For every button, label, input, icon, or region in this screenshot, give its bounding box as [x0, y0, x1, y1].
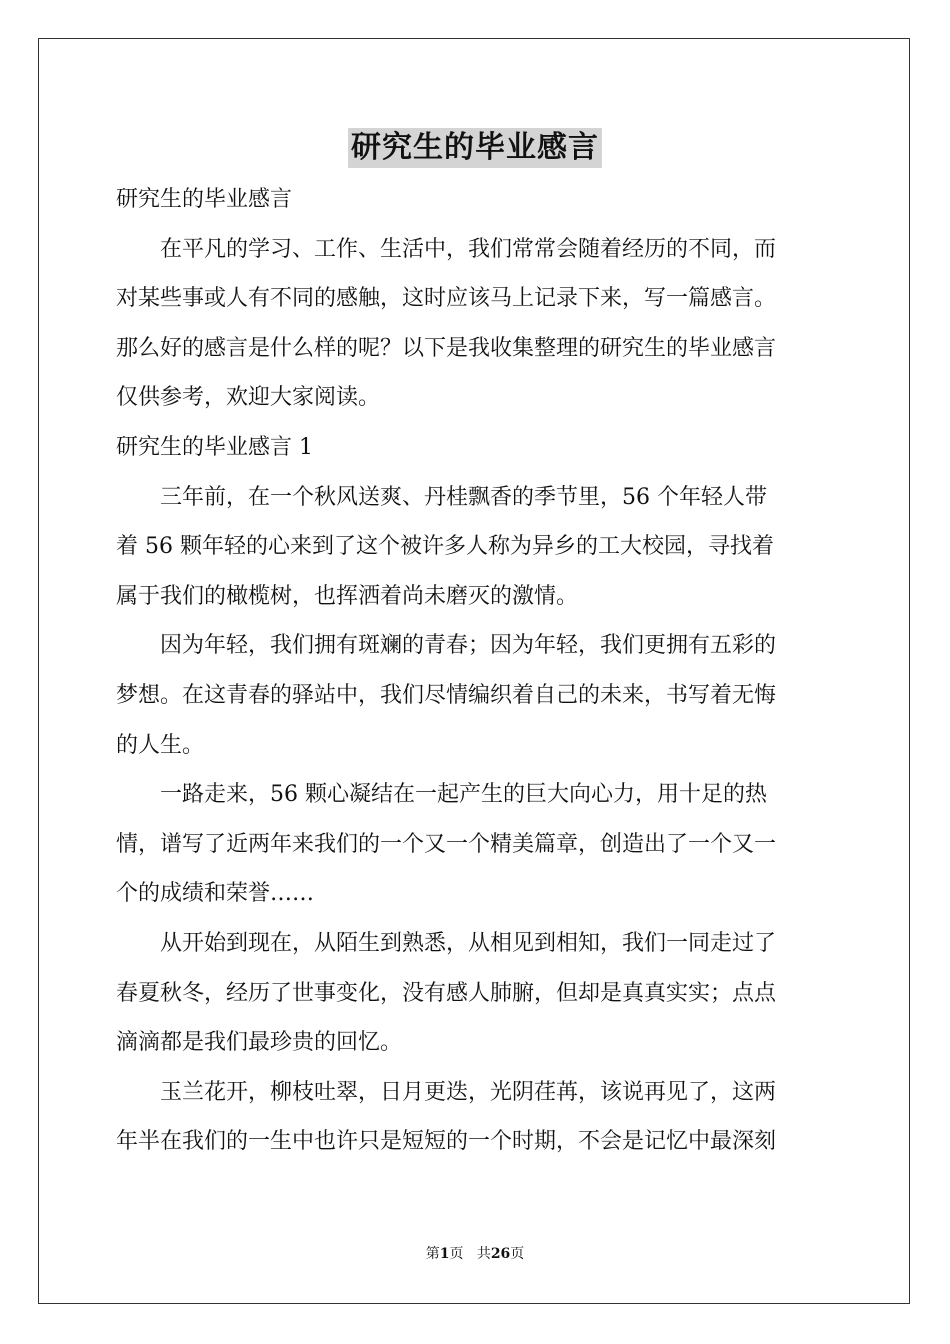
- subtitle: 研究生的毕业感言: [116, 187, 293, 212]
- paragraph-line: 因为年轻，我们拥有斑斓的青春；因为年轻，我们更拥有五彩的: [160, 633, 777, 659]
- page-prefix: 第: [425, 1246, 440, 1262]
- title-container: [0, 128, 950, 168]
- body-paragraph-2: [116, 621, 836, 770]
- paragraph-line: 从开始到现在，从陌生到熟悉，从相见到相知，我们一同走过了: [160, 930, 777, 956]
- intro-line: 仅供参考，欢迎大家阅读。: [116, 385, 381, 411]
- document-title: 研究生的毕业感言: [348, 128, 602, 168]
- intro-line: 那么好的感言是什么样的呢？以下是我收集整理的研究生的毕业感言: [116, 335, 777, 361]
- body-paragraph-5: [116, 1068, 836, 1167]
- paragraph-line: 梦想。在这青春的驿站中，我们尽情编织着自己的未来，书写着无悔: [116, 682, 777, 708]
- body-paragraph-4: [116, 919, 836, 1068]
- paragraph-line: 滴滴都是我们最珍贵的回忆。: [116, 1030, 403, 1056]
- paragraph-line: 年半在我们的一生中也许只是短短的一个时期，不会是记忆中最深刻: [116, 1129, 777, 1155]
- paragraph-line: 着 56 颗年轻的心来到了这个被许多人称为异乡的工大校园，寻找着: [116, 534, 774, 560]
- intro-line: 对某些事或人有不同的感触，这时应该马上记录下来，写一篇感言。: [116, 286, 777, 312]
- total-pages: 26: [490, 1246, 511, 1262]
- page-number: 1: [439, 1246, 450, 1262]
- paragraph-line: 个的成绩和荣誉……: [116, 881, 315, 907]
- body-paragraph-1: [116, 473, 836, 622]
- paragraph-line: 属于我们的橄榄树，也挥洒着尚未磨灭的激情。: [116, 583, 579, 609]
- paragraph-line: 的人生。: [116, 732, 205, 758]
- intro-line: 在平凡的学习、工作、生活中，我们常常会随着经历的不同，而: [160, 236, 777, 262]
- paragraph-line: 情，谱写了近两年来我们的一个又一个精美篇章，创造出了一个又一: [116, 831, 777, 857]
- body-paragraph-3: [116, 770, 836, 919]
- total-prefix: 共: [476, 1246, 491, 1262]
- page-unit: 页: [449, 1246, 464, 1262]
- page-footer: [0, 1245, 950, 1263]
- paragraph-line: 玉兰花开，柳枝吐翠，日月更迭，光阴荏苒，该说再见了，这两: [160, 1079, 777, 1105]
- section-heading: 研究生的毕业感言 1: [116, 434, 313, 460]
- document-body: [116, 175, 836, 1167]
- intro-paragraph: [116, 225, 836, 423]
- paragraph-line: 春夏秋冬，经历了世事变化，没有感人肺腑，但却是真真实实；点点: [116, 980, 777, 1006]
- total-unit: 页: [510, 1246, 525, 1262]
- paragraph-line: 三年前，在一个秋风送爽、丹桂飘香的季节里，56 个年轻人带: [160, 484, 767, 510]
- paragraph-line: 一路走来，56 颗心凝结在一起产生的巨大向心力，用十足的热: [160, 782, 767, 808]
